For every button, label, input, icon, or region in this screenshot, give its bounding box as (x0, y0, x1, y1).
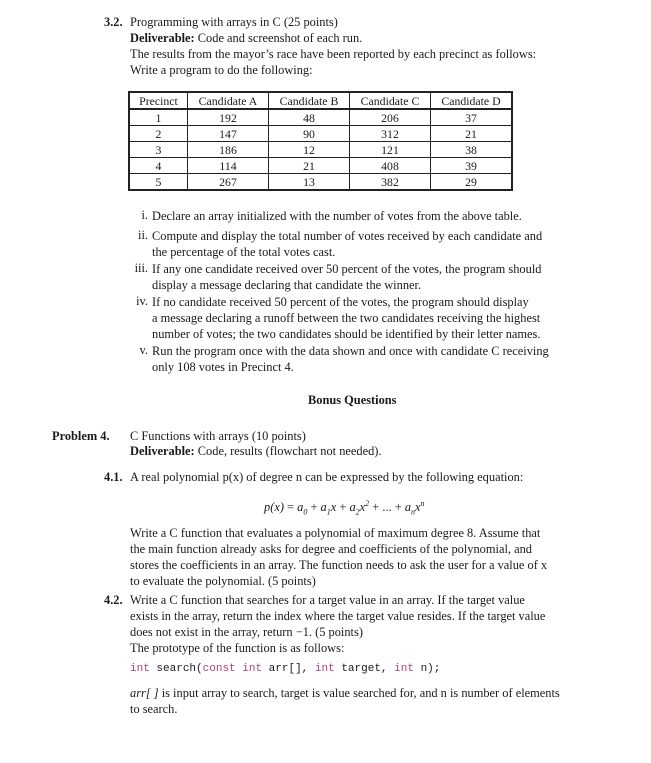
table-cell: 206 (350, 109, 431, 126)
table-cell: 121 (350, 142, 431, 158)
task-line: Compute and display the total number of votes received by each candidate and (152, 229, 543, 243)
question-body (130, 525, 547, 589)
header-cell: Candidate C (350, 92, 431, 109)
code-token: n); (420, 663, 441, 675)
task-number: iv. (136, 294, 148, 308)
section-number: 3.2. (104, 15, 123, 29)
task-item (152, 343, 549, 375)
question-intro: A real polynomial p(x) of degree n can be expressed by the following equation: (130, 470, 524, 484)
table-cell: 5 (129, 174, 188, 191)
deliverable-label: Deliverable: (130, 444, 195, 458)
table-header-row (129, 92, 512, 109)
body-line: Write a C function that searches for a target value in an array. If the target value (130, 593, 525, 607)
deliverable-line (130, 30, 362, 46)
problem-title: C Functions with arrays (10 points) (130, 429, 306, 443)
question-number: 4.1. (104, 470, 123, 484)
table-cell: 48 (269, 109, 350, 126)
table-cell: 312 (350, 126, 431, 142)
task-line: the percentage of the total votes cast. (152, 245, 336, 259)
arr-variable: arr[ ] (130, 686, 159, 700)
code-keyword: const int (202, 663, 263, 675)
table-row (129, 142, 512, 158)
table-row (129, 158, 512, 174)
body-line: Write a C function that evaluates a polynomial of maximum degree 8. Assume that (130, 526, 541, 540)
task-number: v. (139, 343, 148, 357)
table-cell: 267 (188, 174, 269, 191)
table-cell: 2 (129, 126, 188, 142)
question-body (130, 592, 545, 656)
task-line: Run the program once with the data shown and once with candidate C receiving (152, 344, 549, 358)
task-line: display a message declaring that candidate the winner. (152, 278, 422, 292)
table-cell: 37 (431, 109, 513, 126)
table-cell: 408 (350, 158, 431, 174)
problem-label: Problem 4. (52, 429, 110, 443)
explanation-line: to search. (130, 702, 178, 716)
task-line: number of votes; the two candidates should be identified by their letter names. (152, 327, 541, 341)
body-line: stores the coefficients in an array. The function needs to ask the user for a value of x (130, 558, 548, 572)
header-cell: Candidate B (269, 92, 350, 109)
prototype-explanation (130, 685, 560, 717)
deliverable-text: Code, results (flowchart not needed). (197, 444, 382, 458)
table-cell: 114 (188, 158, 269, 174)
header-cell: Precinct (129, 92, 188, 109)
table-cell: 38 (431, 142, 513, 158)
intro-line-2: Write a program to do the following: (130, 63, 313, 77)
intro-line-1: The results from the mayor’s race have been reported by each precinct as follows: (130, 47, 537, 61)
table-cell: 382 (350, 174, 431, 191)
body-line: does not exist in the array, return −1. (5 points) (130, 625, 363, 639)
explanation-line (130, 685, 560, 701)
table-cell: 29 (431, 174, 513, 191)
bonus-heading: Bonus Questions (308, 393, 397, 407)
table-cell: 12 (269, 142, 350, 158)
table-row (129, 174, 512, 191)
table-cell: 21 (431, 126, 513, 142)
body-line: exists in the array, return the index where the target value resides. If the target value (130, 609, 546, 623)
votes-table (128, 91, 513, 191)
task-number: ii. (138, 228, 148, 242)
table-cell: 21 (269, 158, 350, 174)
body-line: the main function already asks for degree and coefficients of the polynomial, and (130, 542, 532, 556)
task-item (152, 228, 542, 260)
task-line: a message declaring a runoff between the two candidates receiving the highest (152, 311, 541, 325)
deliverable-text: Code and screenshot of each run. (197, 31, 363, 45)
table-cell: 186 (188, 142, 269, 158)
task-item (152, 208, 522, 224)
code-token: arr[], (268, 663, 309, 675)
code-token: target, (341, 663, 388, 675)
table-cell: 39 (431, 158, 513, 174)
task-number: i. (141, 208, 148, 222)
body-line: to evaluate the polynomial. (5 points) (130, 574, 316, 588)
task-line: only 108 votes in Precinct 4. (152, 360, 294, 374)
header-cell: Candidate D (431, 92, 513, 109)
task-item (152, 261, 541, 293)
code-keyword: int (394, 663, 414, 675)
table-cell: 3 (129, 142, 188, 158)
table-row (129, 109, 512, 126)
table-cell: 4 (129, 158, 188, 174)
task-item (152, 294, 540, 342)
code-token: search( (156, 663, 203, 675)
table-cell: 13 (269, 174, 350, 191)
code-keyword: int (130, 663, 150, 675)
question-number: 4.2. (104, 593, 123, 607)
task-line: If any one candidate received over 50 percent of the votes, the program should (152, 262, 542, 276)
body-line: The prototype of the function is as follows: (130, 641, 345, 655)
problem-deliverable (130, 443, 382, 459)
table-cell: 192 (188, 109, 269, 126)
function-prototype (130, 661, 440, 677)
table-cell: 90 (269, 126, 350, 142)
table-cell: 147 (188, 126, 269, 142)
polynomial-equation: $p(x) = a_0 + a_1x + a_2x^2$ + ... + $a_nx^n$ (264, 499, 425, 517)
task-line: If no candidate received 50 percent of the votes, the program should display (152, 295, 529, 309)
task-line: Declare an array initialized with the number of votes from the above table. (152, 209, 522, 223)
header-cell: Candidate A (188, 92, 269, 109)
section-title: Programming with arrays in C (25 points) (130, 15, 338, 29)
code-keyword: int (314, 663, 335, 675)
deliverable-label: Deliverable: (130, 31, 195, 45)
table-row (129, 126, 512, 142)
explanation-text: is input array to search, target is value searched for, and n is number of elements (158, 686, 560, 700)
task-number: iii. (134, 261, 148, 275)
table-cell: 1 (129, 109, 188, 126)
